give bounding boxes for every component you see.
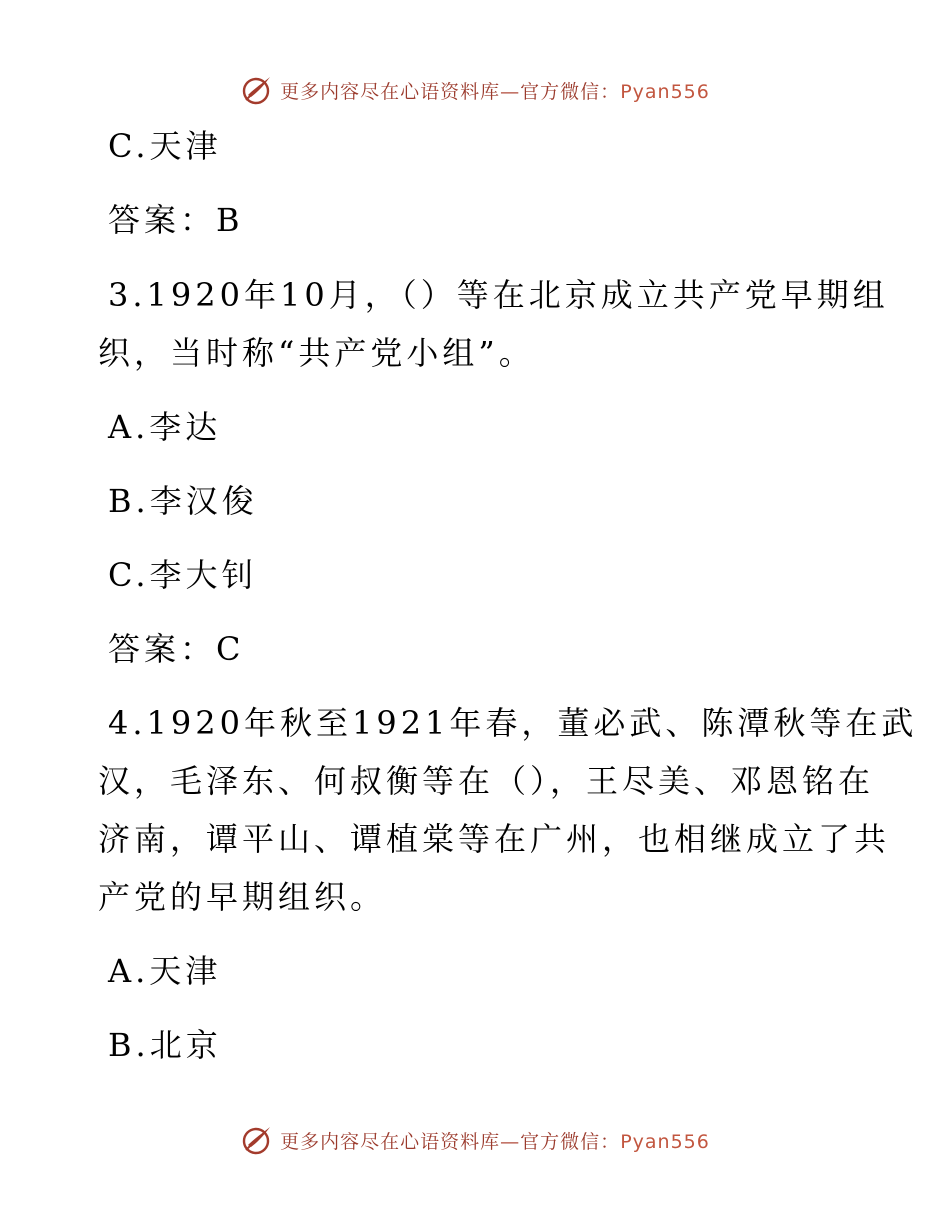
watermark-text: 更多内容尽在心语资料库—官方微信：Pyan556 <box>280 1130 710 1153</box>
footer-watermark <box>0 1120 950 1160</box>
watermark-text: 更多内容尽在心语资料库—官方微信：Pyan556 <box>280 80 710 103</box>
answer-line: 答案：B <box>108 201 244 239</box>
question-4-line-1: 4.1920年秋至1921年春，董必武、陈潭秋等在武 <box>108 704 918 742</box>
question-4-line-3: 济南，谭平山、谭植棠等在广州，也相继成立了共 <box>98 820 891 858</box>
option-c-line: C.李大钊 <box>108 556 258 594</box>
header-watermark <box>0 70 950 110</box>
answer-line: 答案：C <box>108 630 245 668</box>
watermark-group <box>240 73 710 107</box>
option-a-line: A.天津 <box>108 952 222 990</box>
watermark-group <box>240 1123 710 1157</box>
question-3-line-2: 织，当时称“共产党小组”。 <box>98 334 535 372</box>
question-4-line-4: 产党的早期组织。 <box>98 878 387 916</box>
question-3-line-1: 3.1920年10月，（）等在北京成立共产党早期组 <box>108 276 889 314</box>
quill-circle-icon <box>240 1123 274 1157</box>
quill-circle-icon <box>240 73 274 107</box>
option-b-line: B.北京 <box>108 1026 222 1064</box>
question-4-line-2: 汉，毛泽东、何叔衡等在（），王尽美、邓恩铭在 <box>98 762 875 800</box>
option-c-line: C.天津 <box>108 127 222 165</box>
option-a-line: A.李达 <box>108 408 222 446</box>
option-b-line: B.李汉俊 <box>108 482 258 520</box>
